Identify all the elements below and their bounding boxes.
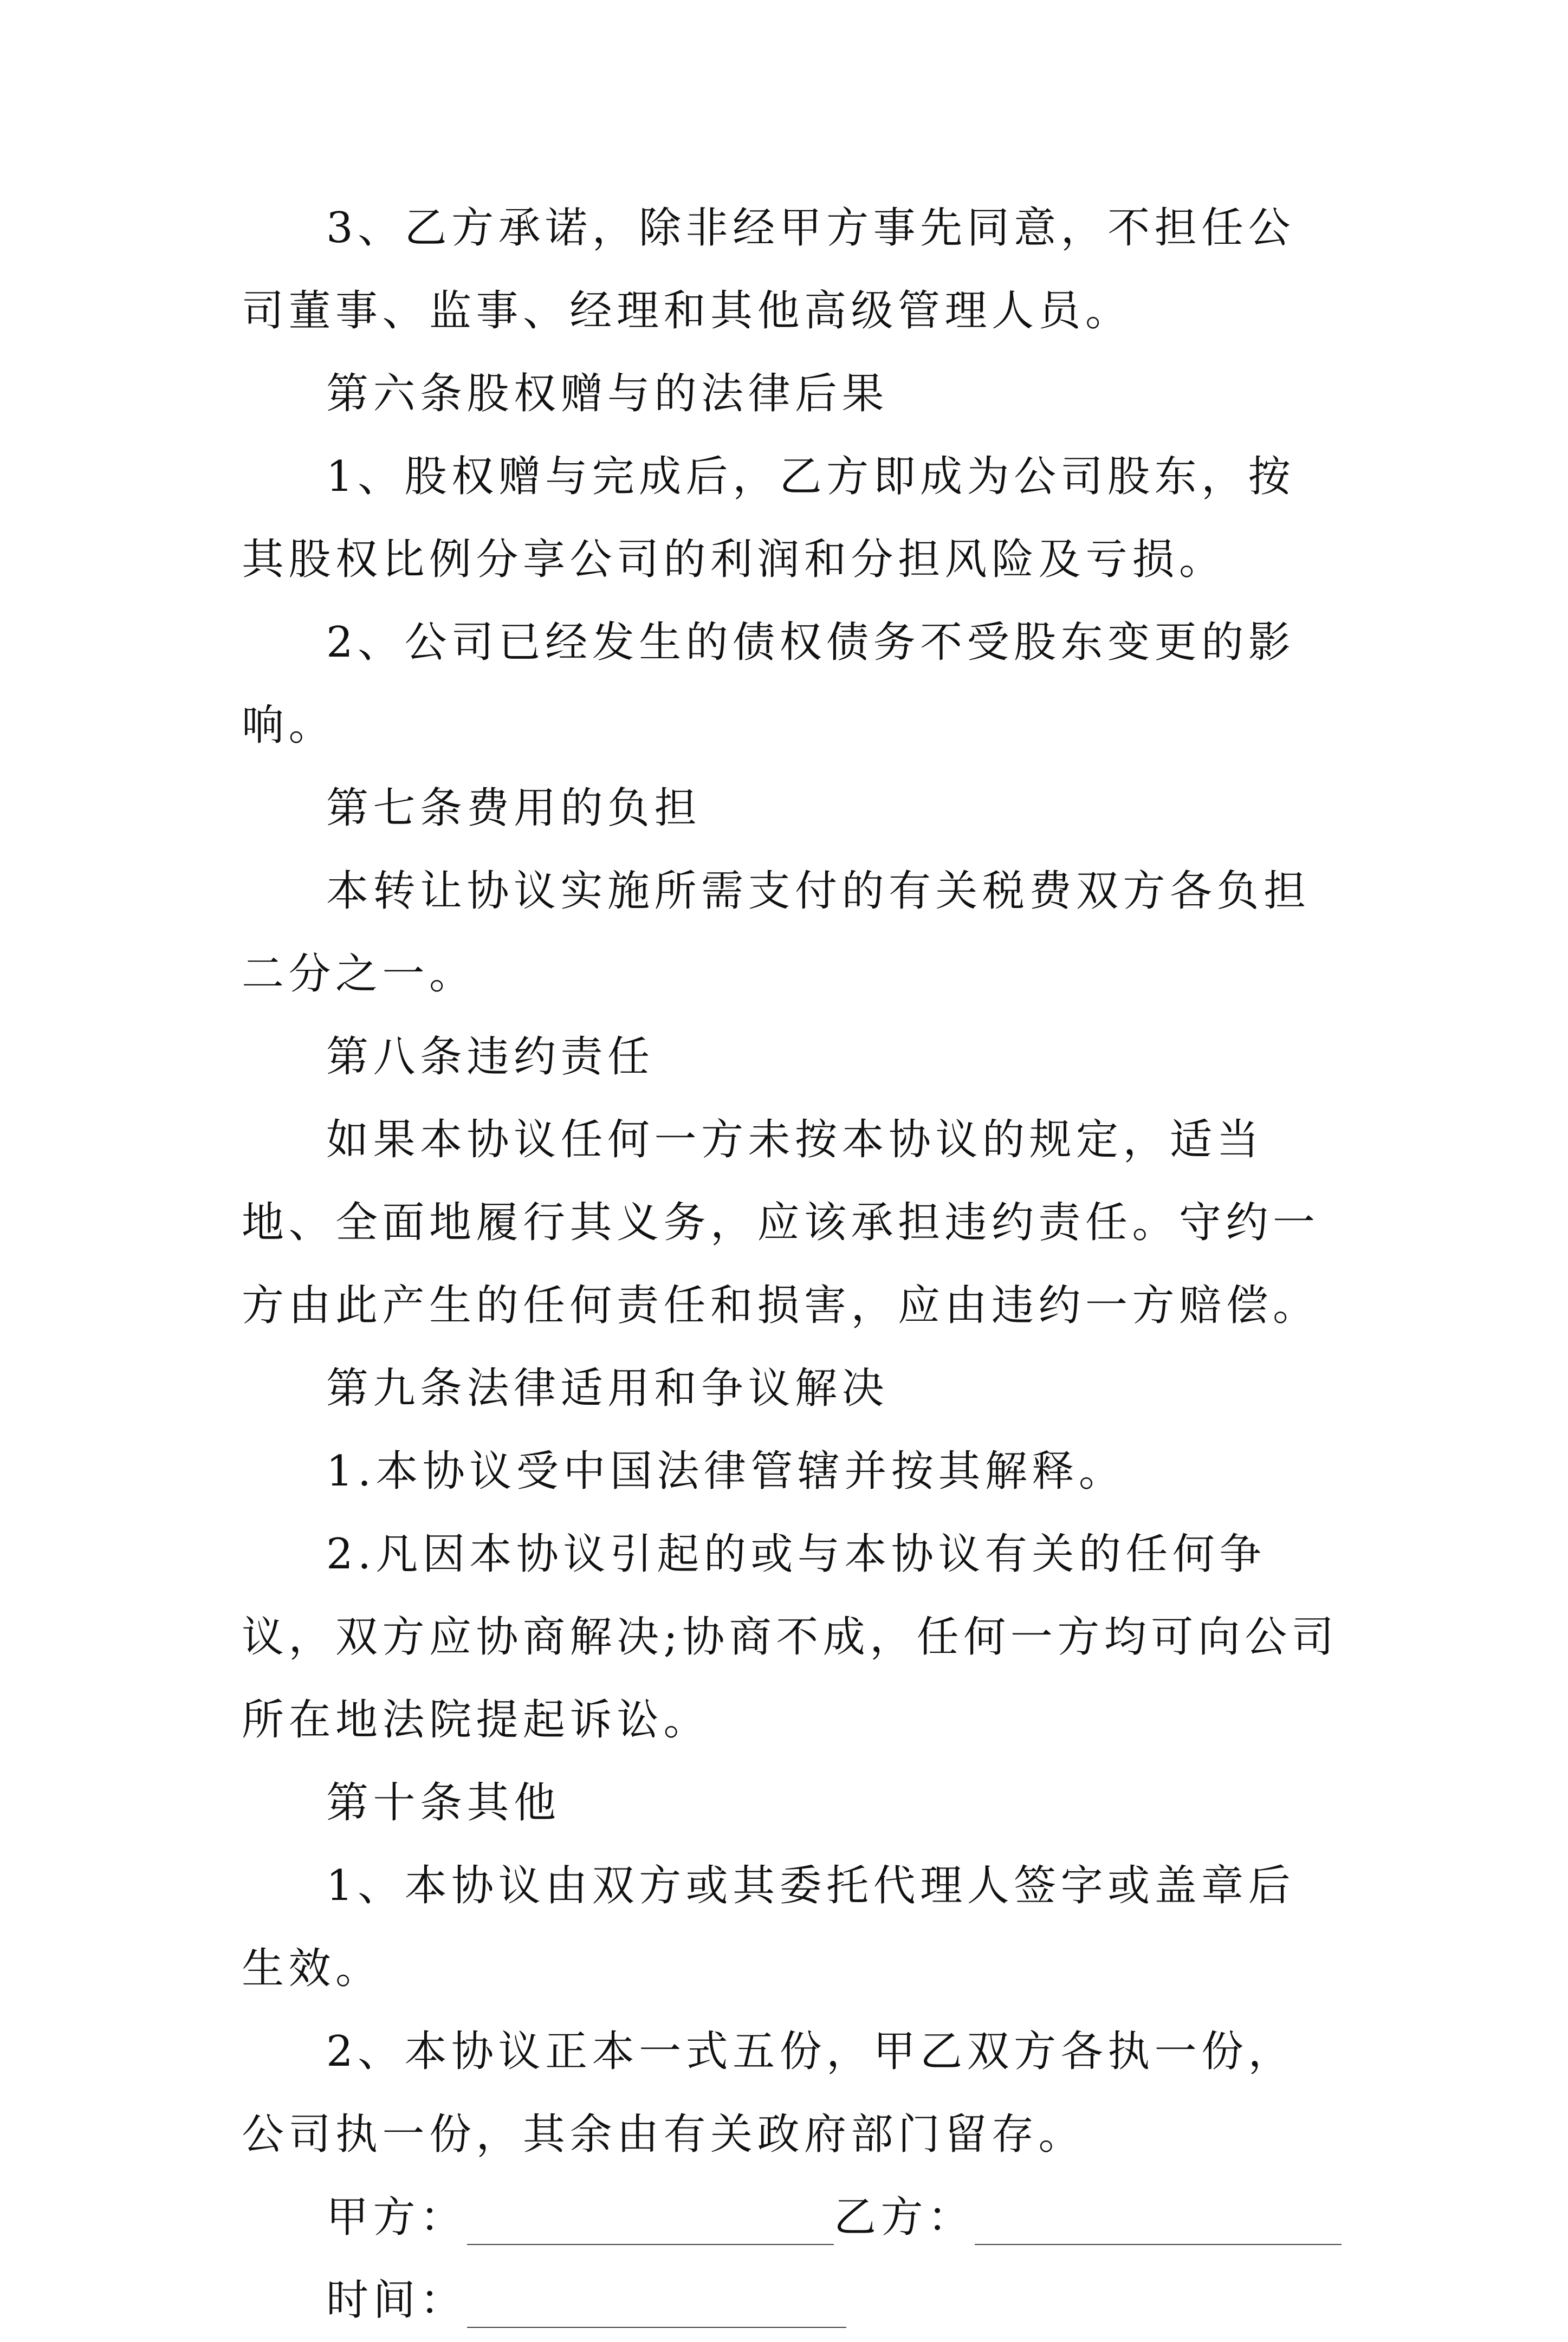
paragraph-3: 1、股权赠与完成后，乙方即成为公司股东，按其股权比例分享公司的利润和分担风险及亏损。 bbox=[242, 452, 1295, 584]
time-label: 时间： bbox=[326, 2276, 467, 2325]
party-a-label: 甲方： bbox=[326, 2193, 467, 2242]
document-page bbox=[242, 187, 1342, 2342]
paragraph-8: 如果本协议任何一方未按本协议的规定，适当地、全面地履行其义务，应该承担违约责任。守约一方由此产生的任何责任和损害，应由违约一方赔偿。 bbox=[242, 1115, 1320, 1330]
paragraph-10: 1.本协议受中国法律管辖并按其解释。 bbox=[326, 1447, 1126, 1496]
article-8-heading: 第八条违约责任 bbox=[326, 1033, 655, 1081]
paragraph-14: 2、本协议正本一式五份，甲乙双方各执一份，公司执一份，其余由有关政府部门留存。 bbox=[242, 2027, 1295, 2159]
party-b-label: 乙方： bbox=[834, 2193, 975, 2242]
paragraph-6: 本转让协议实施所需支付的有关税费双方各负担二分之一。 bbox=[242, 867, 1311, 998]
signature-row-parties bbox=[242, 2176, 1342, 2259]
article-9-heading: 第九条法律适用和争议解决 bbox=[326, 1364, 889, 1413]
paragraph-1: 3、乙方承诺，除非经甲方事先同意，不担任公司董事、监事、经理和其他高级管理人员。 bbox=[242, 204, 1295, 335]
signature-row-time bbox=[242, 2259, 1342, 2342]
time-line bbox=[467, 2327, 846, 2328]
article-7-heading: 第七条费用的负担 bbox=[326, 784, 702, 833]
article-10-heading: 第十条其他 bbox=[326, 1779, 561, 1827]
party-b-signature-line bbox=[975, 2244, 1342, 2245]
party-a-signature-line bbox=[467, 2244, 834, 2245]
article-6-heading: 第六条股权赠与的法律后果 bbox=[326, 369, 889, 418]
paragraph-11: 2.凡因本协议引起的或与本协议有关的任何争议，双方应协商解决;协商不成，任何一方均可向公司所在地法院提起诉讼。 bbox=[242, 1530, 1339, 1744]
paragraph-4: 2、公司已经发生的债权债务不受股东变更的影响。 bbox=[242, 618, 1295, 750]
paragraph-13: 1、本协议由双方或其委托代理人签字或盖章后生效。 bbox=[242, 1861, 1295, 1993]
